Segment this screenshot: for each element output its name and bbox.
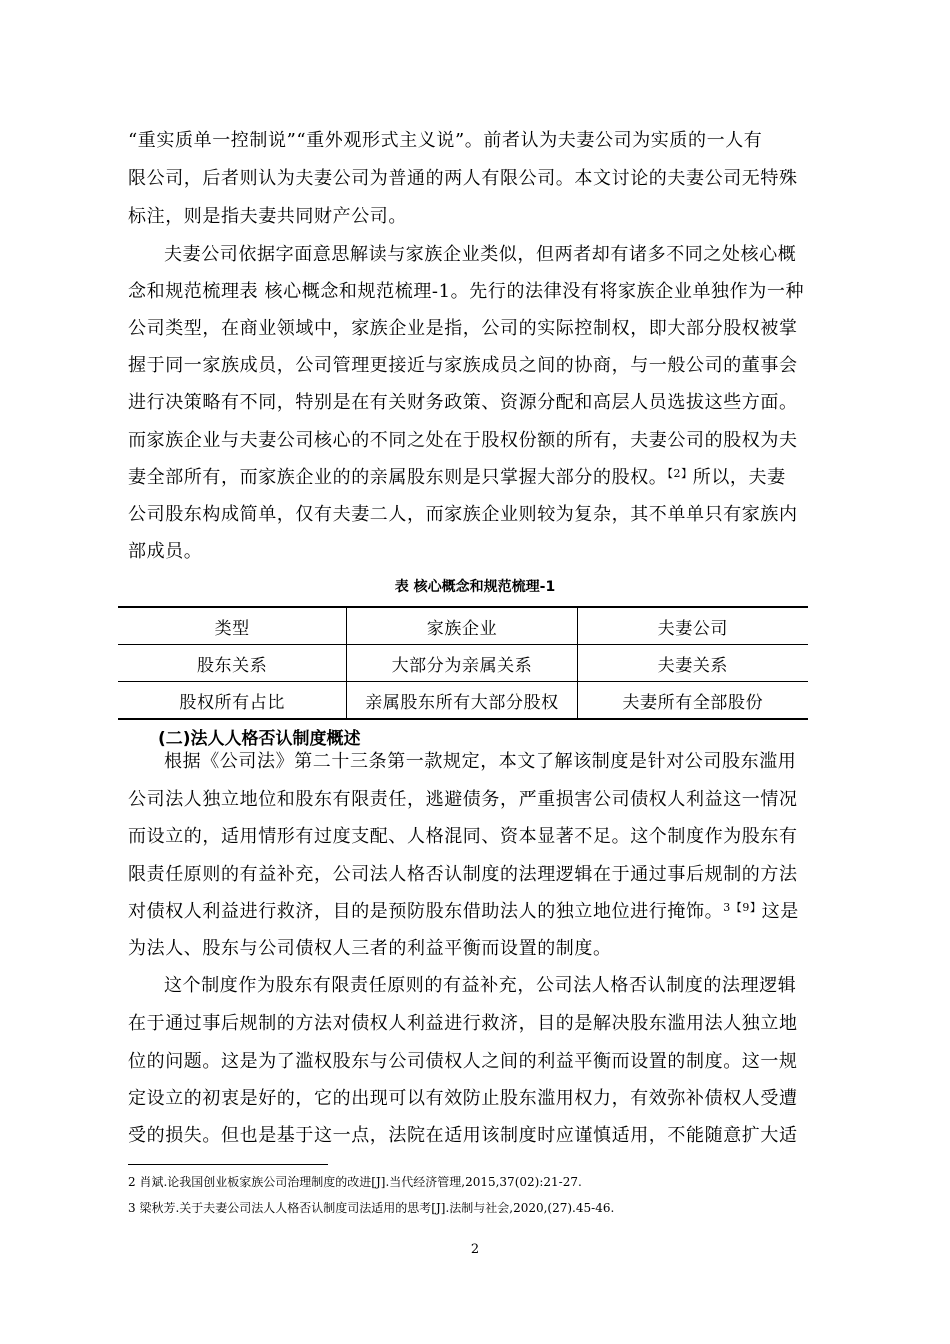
paragraph-line: 标注，则是指夫妻共同财产公司。 <box>128 206 407 227</box>
paragraph-line: 限公司，后者则认为夫妻公司为普通的两人有限公司。本文讨论的夫妻公司无特殊 <box>128 168 798 189</box>
text-run: 这是 <box>761 901 799 922</box>
footnote: 3 梁秋芳.关于夫妻公司法人人格否认制度司法适用的思考[J].法制与社会,2020,(27).45-46. <box>128 1201 615 1215</box>
paragraph-line: “重实质单一控制说”“重外观形式主义说”。前者认为夫妻公司为实质的一人有 <box>128 130 763 151</box>
table-cell: 大部分为亲属关系 <box>347 645 577 682</box>
footnote-separator <box>128 1164 328 1165</box>
table-row <box>118 607 808 645</box>
paragraph-line: 握于同一家族成员，公司管理更接近与家族成员之间的协商，与一般公司的董事会 <box>128 355 798 376</box>
table-cell: 家族企业 <box>347 607 577 645</box>
paragraph-line <box>128 461 828 497</box>
table-cell: 股东关系 <box>118 645 347 682</box>
table-cell: 类型 <box>118 607 347 645</box>
table-caption: 表 核心概念和规范梳理-1 <box>394 579 556 595</box>
table-cell: 股权所有占比 <box>118 682 347 720</box>
paragraph-line: 在于通过事后规制的方法对债权人利益进行救济，目的是解决股东滥用法人独立地 <box>128 1013 798 1034</box>
citation-reference[interactable]: 【2】 <box>667 467 693 480</box>
paragraph-line <box>128 895 828 931</box>
table-row <box>118 682 808 720</box>
paragraph-line: 限责任原则的有益补充，公司法人格否认制度的法理逻辑在于通过事后规制的方法 <box>128 864 798 885</box>
text-run: 对债权人利益进行救济，目的是预防股东借助法人的独立地位进行掩饰。 <box>128 901 724 922</box>
paragraph-line: 念和规范梳理表 核心概念和规范梳理-1。先行的法律没有将家族企业单独作为一种 <box>128 281 805 302</box>
core-concepts-table <box>118 606 808 720</box>
paragraph-line: 这个制度作为股东有限责任原则的有益补充，公司法人格否认制度的法理逻辑 <box>164 975 797 996</box>
paragraph-line: 公司类型，在商业领域中，家族企业是指，公司的实际控制权，即大部分股权被掌 <box>128 318 798 339</box>
table-cell: 亲属股东所有大部分股权 <box>347 682 577 720</box>
paragraph-line: 根据《公司法》第二十三条第一款规定，本文了解该制度是针对公司股东滥用 <box>164 751 797 772</box>
table-cell: 夫妻所有全部股份 <box>577 682 808 720</box>
paragraph-line: 公司法人独立地位和股东有限责任，逃避债务，严重损害公司债权人利益这一情况 <box>128 789 798 810</box>
text-run: 妻全部所有，而家族企业的的亲属股东则是只掌握大部分的股权。 <box>128 467 668 488</box>
paragraph-line: 公司股东构成简单，仅有夫妻二人，而家族企业则较为复杂，其不单单只有家族内 <box>128 504 798 525</box>
paragraph-line: 而家族企业与夫妻公司核心的不同之处在于股权份额的所有，夫妻公司的股权为夫 <box>128 430 798 451</box>
paragraph-line: 定设立的初衷是好的，它的出现可以有效防止股东滥用权力，有效弥补债权人受遭 <box>128 1088 798 1109</box>
footnote: 2 肖斌.论我国创业板家族公司治理制度的改进[J].当代经济管理,2015,37(02):21-27. <box>128 1175 582 1189</box>
table-cell: 夫妻关系 <box>577 645 808 682</box>
text-run: 所以，夫妻 <box>692 467 786 488</box>
citation-reference[interactable]: 3【9】 <box>723 901 762 914</box>
paragraph-line: 受的损失。但也是基于这一点，法院在适用该制度时应谨慎适用，不能随意扩大适 <box>128 1125 798 1146</box>
paragraph-line: 为法人、股东与公司债权人三者的利益平衡而设置的制度。 <box>128 938 612 959</box>
paragraph-line: 夫妻公司依据字面意思解读与家族企业类似，但两者却有诸多不同之处核心概 <box>164 244 797 265</box>
paragraph-line: 部成员。 <box>128 541 203 562</box>
table-row <box>118 645 808 682</box>
paragraph-line: 位的问题。这是为了滥权股东与公司债权人之间的利益平衡而设置的制度。这一规 <box>128 1051 798 1072</box>
paragraph-line: 进行决策略有不同，特别是在有关财务政策、资源分配和高层人员选拔这些方面。 <box>128 392 798 413</box>
paragraph-line: 而设立的，适用情形有过度支配、人格混同、资本显著不足。这个制度作为股东有 <box>128 826 798 847</box>
table-cell: 夫妻公司 <box>577 607 808 645</box>
section-heading: (二)法人人格否认制度概述 <box>158 729 361 749</box>
page-number: 2 <box>470 1242 480 1257</box>
